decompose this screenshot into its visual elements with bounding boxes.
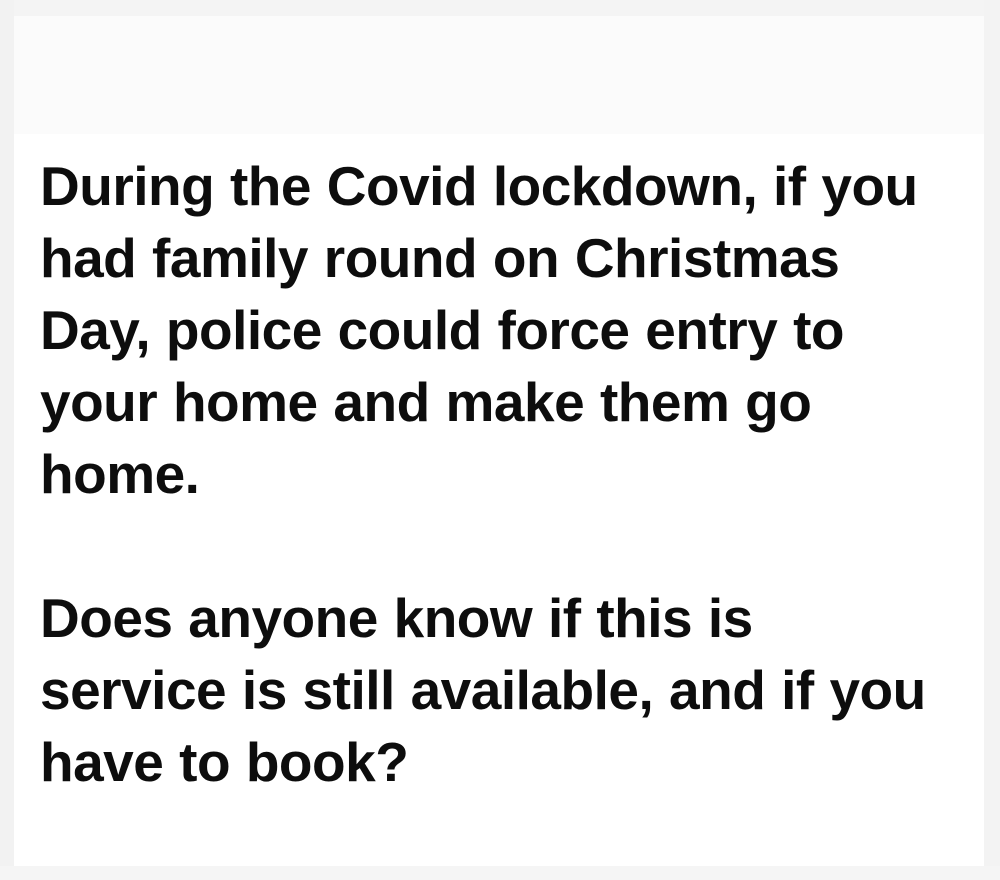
capture-edge-right [984,0,1000,880]
capture-edge-left [0,0,14,880]
capture-edge-bottom [0,866,1000,880]
capture-edge-top-band [14,16,984,134]
post-text-block [40,150,940,798]
post-paragraph-1: During the Covid lockdown, if you had family round on Christmas Day, police could force entry to your home and make them go home. [40,155,918,505]
capture-edge-top [0,0,1000,16]
post-paragraph-2: Does anyone know if this is service is still available, and if you have to book? [40,587,926,793]
